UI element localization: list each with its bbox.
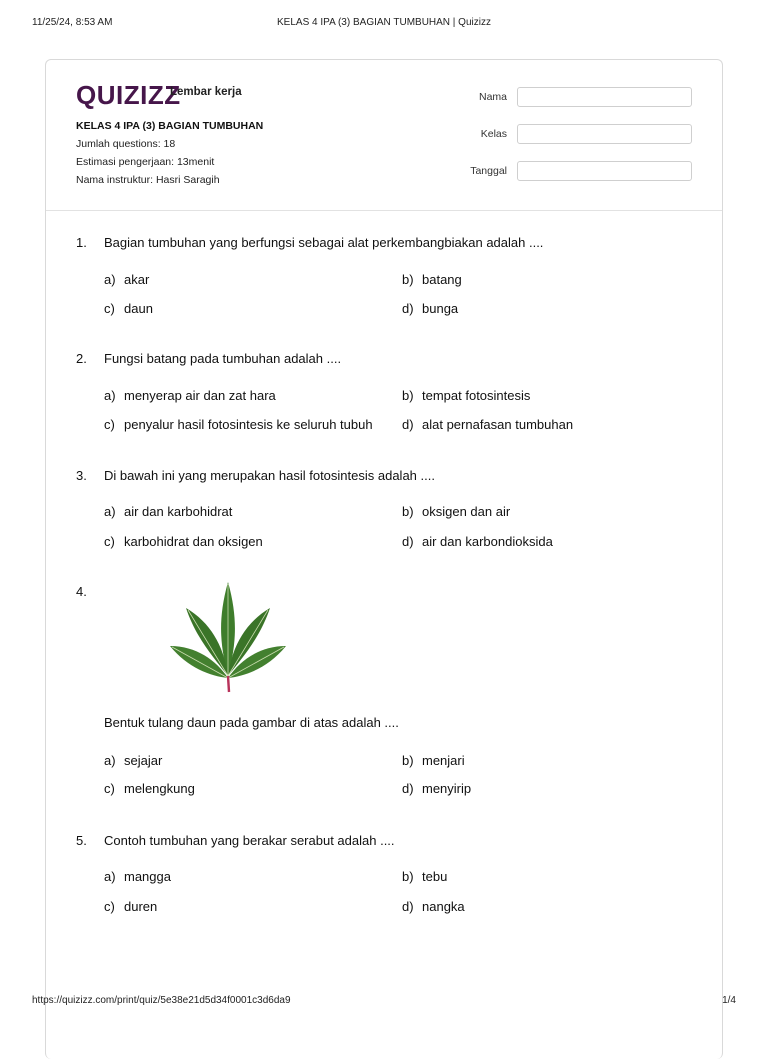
question-text: Bagian tumbuhan yang berfungsi sebagai alat perkembangbiakan adalah .... bbox=[104, 235, 544, 250]
question-number: 2. bbox=[76, 351, 87, 366]
print-page-title: KELAS 4 IPA (3) BAGIAN TUMBUHAN | Quizizz bbox=[277, 17, 491, 28]
palmate-leaf-image bbox=[166, 580, 291, 695]
question-text: Di bawah ini yang merupakan hasil fotosintesis adalah .... bbox=[104, 468, 435, 483]
date-field[interactable] bbox=[517, 161, 692, 181]
question-number: 4. bbox=[76, 584, 87, 599]
option-a: a) akar bbox=[104, 272, 150, 287]
estimated-time: Estimasi pengerjaan: 13menit bbox=[76, 156, 215, 168]
name-label: Nama bbox=[478, 91, 507, 103]
option-d: d) alat pernafasan tumbuhan bbox=[402, 417, 574, 432]
option-c: c) karbohidrat dan oksigen bbox=[104, 534, 263, 549]
question-number: 5. bbox=[76, 833, 87, 848]
option-c: c) melengkung bbox=[104, 781, 195, 796]
option-b: b) tempat fotosintesis bbox=[402, 388, 531, 403]
option-d: d) nangka bbox=[402, 899, 465, 914]
option-b: b) menjari bbox=[402, 753, 465, 768]
question-text: Bentuk tulang daun pada gambar di atas adalah .... bbox=[104, 715, 399, 730]
option-a: a) mangga bbox=[104, 869, 171, 884]
option-b: b) oksigen dan air bbox=[402, 504, 511, 519]
class-field[interactable] bbox=[517, 124, 692, 144]
option-a: a) menyerap air dan zat hara bbox=[104, 388, 276, 403]
instructor-name: Nama instruktur: Hasri Saragih bbox=[76, 174, 220, 186]
option-d: d) air dan karbondioksida bbox=[402, 534, 553, 549]
question-number: 1. bbox=[76, 235, 87, 250]
class-label: Kelas bbox=[480, 128, 507, 140]
option-c: c) duren bbox=[104, 899, 158, 914]
option-a: a) sejajar bbox=[104, 753, 163, 768]
worksheet-sheet bbox=[45, 59, 723, 1059]
quizizz-logo: QUIZIZZ bbox=[76, 80, 181, 110]
question-number: 3. bbox=[76, 468, 87, 483]
worksheet-header bbox=[46, 60, 722, 211]
option-d: d) menyirip bbox=[402, 781, 472, 796]
option-a: a) air dan karbohidrat bbox=[104, 504, 233, 519]
option-c: c) daun bbox=[104, 301, 153, 316]
date-label: Tanggal bbox=[470, 165, 507, 177]
option-c: c) penyalur hasil fotosintesis ke seluruh tubuh bbox=[104, 417, 373, 432]
question-text: Fungsi batang pada tumbuhan adalah .... bbox=[104, 351, 342, 366]
name-field[interactable] bbox=[517, 87, 692, 107]
option-d: d) bunga bbox=[402, 301, 459, 316]
questions-count: Jumlah questions: 18 bbox=[76, 138, 176, 150]
quiz-title: KELAS 4 IPA (3) BAGIAN TUMBUHAN bbox=[76, 120, 264, 132]
page-number: 1/4 bbox=[722, 995, 736, 1006]
worksheet-label: Lembar kerja bbox=[170, 86, 242, 98]
option-b: b) tebu bbox=[402, 869, 448, 884]
option-b: b) batang bbox=[402, 272, 462, 287]
print-datetime: 11/25/24, 8:53 AM bbox=[32, 17, 113, 28]
leaf-icon bbox=[170, 582, 286, 692]
question-text: Contoh tumbuhan yang berakar serabut adalah .... bbox=[104, 833, 395, 848]
print-url: https://quizizz.com/print/quiz/5e38e21d5d34f0001c3d6da9 bbox=[32, 995, 291, 1006]
